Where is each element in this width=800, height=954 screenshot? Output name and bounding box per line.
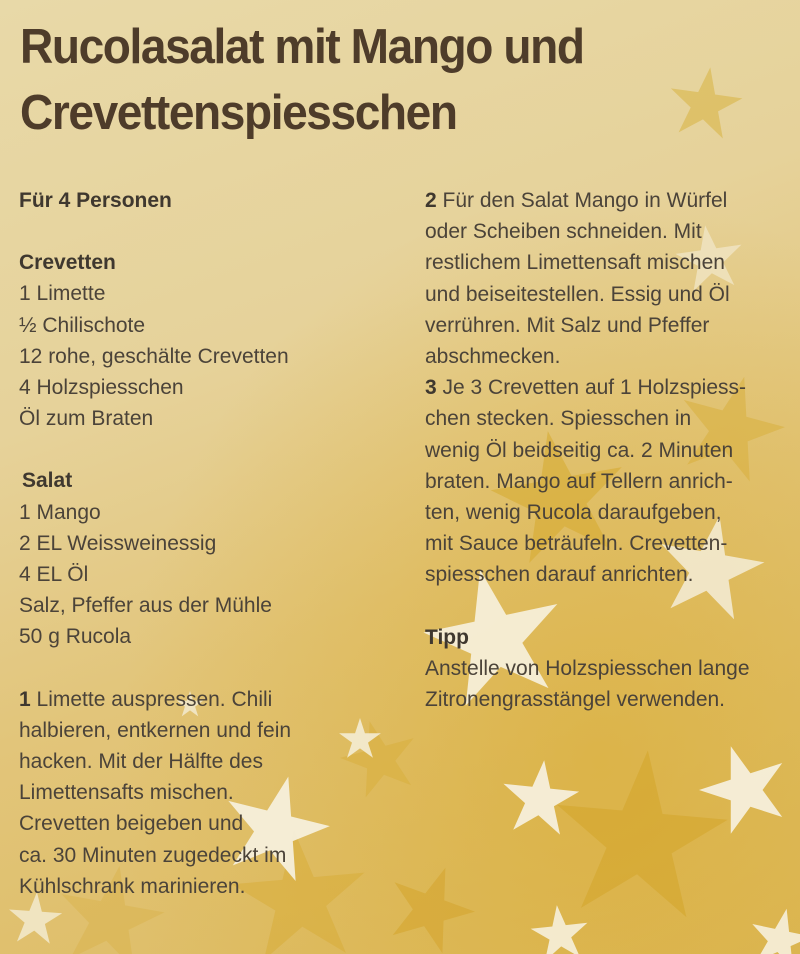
- ingredient-item: 4 EL Öl: [19, 563, 89, 587]
- right-column: [425, 185, 795, 715]
- step-number: 2: [425, 189, 437, 212]
- ingredient-item: 2 EL Weissweinessig: [19, 531, 217, 555]
- step-text-line: Kühlschrank marinieren.: [19, 874, 246, 898]
- step-text-line: ca. 30 Minuten zugedeckt im: [19, 843, 287, 867]
- salat-heading: Salat: [22, 469, 73, 493]
- ingredient-item: 1 Limette: [19, 282, 106, 306]
- left-column: [19, 185, 399, 902]
- step-text-line: halbieren, entkernen und fein: [19, 718, 292, 742]
- tipp-text-line: Anstelle von Holzspiesschen lange: [425, 656, 750, 680]
- tipp-section: [425, 622, 795, 716]
- step-1: [19, 684, 399, 902]
- step-text-line: Crevetten beigeben und: [19, 812, 244, 836]
- step-text-line: und beiseitestellen. Essig und Öl: [425, 282, 730, 306]
- tipp-text-line: Zitronengrasstängel verwenden.: [425, 688, 726, 712]
- ingredient-item: ½ Chilischote: [19, 313, 146, 337]
- step-text-line: braten. Mango auf Tellern anrich-: [425, 469, 733, 493]
- step-text-line: restlichem Limettensaft mischen: [425, 251, 725, 275]
- step-number: 3: [425, 376, 437, 400]
- step-text-line: ten, wenig Rucola daraufgeben,: [425, 501, 722, 525]
- step-text-line: chen stecken. Spiesschen in: [425, 407, 692, 431]
- step-text-line: Je 3 Crevetten auf 1 Holzspiess-: [442, 376, 747, 400]
- crevetten-heading: Crevetten: [19, 251, 116, 275]
- step-3: [425, 372, 795, 590]
- step-text-line: Limettensafts mischen.: [19, 781, 234, 805]
- recipe-title: [20, 14, 734, 146]
- step-text-line: hacken. Mit der Hälfte des: [19, 750, 263, 774]
- servings: Für 4 Personen: [19, 189, 172, 212]
- step-2: [425, 185, 795, 372]
- step-text-line: verrühren. Mit Salz und Pfeffer: [425, 313, 710, 337]
- ingredient-item: 50 g Rucola: [19, 625, 132, 649]
- step-text-line: spiesschen darauf anrichten.: [425, 563, 694, 587]
- ingredient-item: 12 rohe, geschälte Crevetten: [19, 344, 289, 368]
- tipp-heading: Tipp: [425, 625, 469, 649]
- step-text-line: abschmecken.: [425, 345, 561, 369]
- step-text-line: Limette auspressen. Chili: [36, 687, 273, 711]
- step-text-line: mit Sauce beträufeln. Crevetten-: [425, 532, 728, 556]
- crevetten-ingredient-list: [19, 278, 399, 434]
- ingredient-item: 4 Holzspiesschen: [19, 376, 184, 400]
- ingredient-item: Öl zum Braten: [19, 407, 154, 431]
- ingredient-item: Salz, Pfeffer aus der Mühle: [19, 594, 272, 618]
- title-line-2: Crevettenspiesschen: [20, 86, 457, 140]
- step-text-line: Für den Salat Mango in Würfel: [442, 189, 728, 212]
- ingredient-item: 1 Mango: [19, 500, 101, 524]
- step-text-line: oder Scheiben schneiden. Mit: [425, 220, 702, 244]
- salat-ingredient-list: [19, 497, 399, 653]
- step-number: 1: [19, 687, 31, 711]
- step-text-line: wenig Öl beidseitig ca. 2 Minuten: [425, 438, 734, 462]
- title-line-1: Rucolasalat mit Mango und: [20, 20, 584, 74]
